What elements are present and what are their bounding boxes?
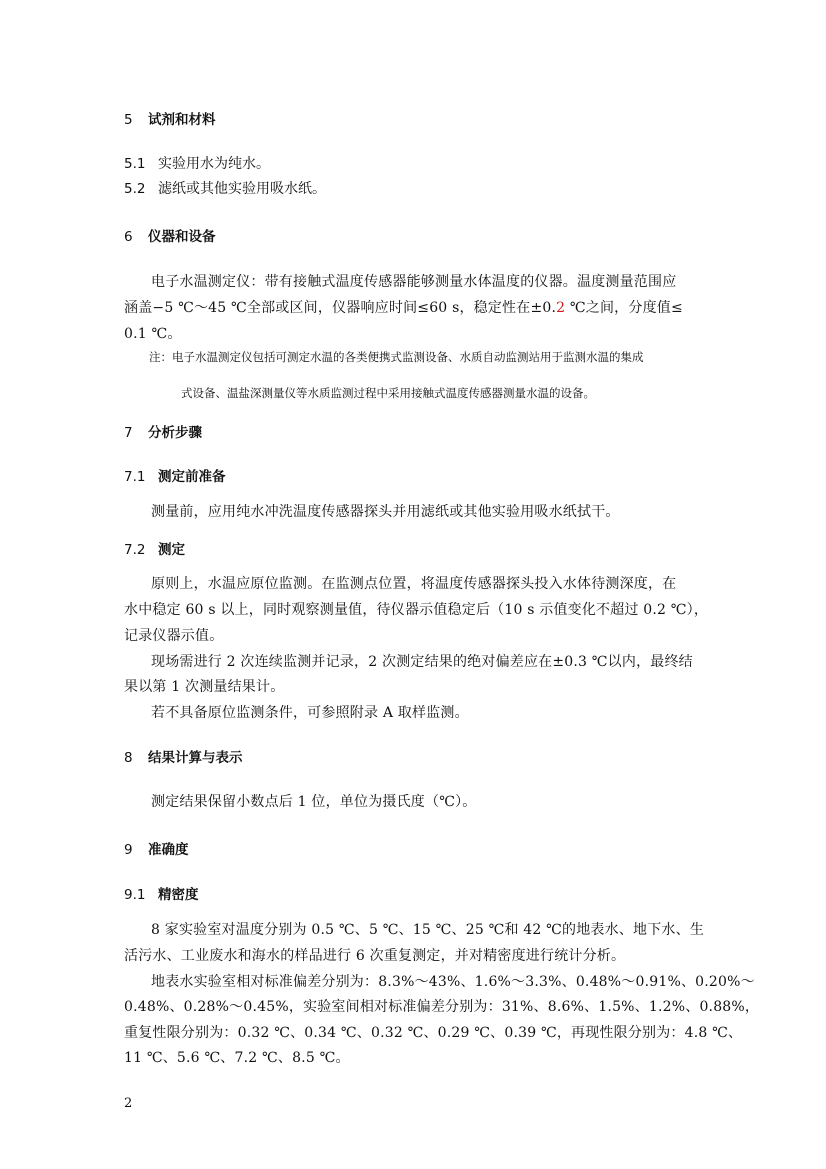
text-span: 涵盖−5 ℃～45 ℃全部或区间，仪器响应时间≤60 s，稳定性在±0.: [124, 300, 557, 316]
item-number: 5.2: [124, 181, 146, 197]
section-title: 准确度: [148, 842, 189, 858]
paragraph-line: 记录仪器示值。: [124, 628, 224, 644]
paragraph-line: 水中稳定 60 s 以上，同时观察测量值，待仪器示值稳定后（10 s 示值变化不超过 0.2 ℃），: [124, 602, 709, 618]
paragraph-line: 原则上，水温应原位监测。在监测点位置，将温度传感器探头投入水体待测深度，在: [151, 576, 677, 592]
text-span: ℃之间，分度值≤: [565, 300, 683, 316]
section-title: 试剂和材料: [148, 112, 216, 128]
section-title: 测定前准备: [158, 469, 226, 485]
section-number: 7.2: [124, 542, 146, 558]
paragraph-line: [124, 297, 683, 317]
subsection-heading-7-2: [124, 538, 185, 558]
section-number: 9: [124, 842, 133, 858]
paragraph-line: 若不具备原位监测条件，可参照附录 A 取样监测。: [151, 705, 469, 721]
paragraph-line: 测定结果保留小数点后 1 位，单位为摄氏度（℃）。: [151, 794, 477, 810]
paragraph-line: 0.1 ℃。: [124, 326, 182, 342]
item-text: 滤纸或其他实验用吸水纸。: [158, 181, 326, 197]
section-heading-6: [124, 225, 216, 245]
subsection-heading-9-1: [124, 883, 199, 903]
paragraph-line: 现场需进行 2 次连续监测并记录，2 次测定结果的绝对偏差应在±0.3 ℃以内，最终结: [151, 654, 693, 670]
paragraph-line: 8 家实验室对温度分别为 0.5 ℃、5 ℃、15 ℃、25 ℃和 42 ℃的地表水、地下水、生: [151, 922, 705, 938]
section-title: 分析步骤: [148, 425, 202, 441]
section-number: 7.1: [124, 469, 146, 485]
paragraph-line: 测量前，应用纯水冲洗温度传感器探头并用滤纸或其他实验用吸水纸拭干。: [151, 504, 620, 520]
paragraph-line: 电子水温测定仪：带有接触式温度传感器能够测量水体温度的仪器。温度测量范围应: [151, 274, 677, 290]
section-title: 仪器和设备: [148, 229, 216, 245]
paragraph-line: 重复性限分别为：0.32 ℃、0.34 ℃、0.32 ℃、0.29 ℃、0.39 ℃，再现性限分别为：4.8 ℃、: [124, 1025, 743, 1041]
section-heading-5: [124, 108, 216, 128]
paragraph-line: 活污水、工业废水和海水的样品进行 6 次重复测定，并对精密度进行统计分析。: [124, 948, 626, 964]
section-heading-8: [124, 746, 243, 766]
section-number: 7: [124, 425, 133, 441]
section-number: 9.1: [124, 887, 146, 903]
item-number: 5.1: [124, 156, 146, 172]
item-text: 实验用水为纯水。: [158, 156, 270, 172]
section-heading-9: [124, 838, 189, 858]
section-number: 6: [124, 229, 133, 245]
note-line: 注：电子水温测定仪包括可测定水温的各类便携式监测设备、水质自动监测站用于监测水温的集成: [149, 350, 644, 364]
section-title: 测定: [158, 542, 185, 558]
paragraph-line: 地表水实验室相对标准偏差分别为：8.3%～43%、1.6%～3.3%、0.48%～0.91%、0.20%～: [151, 974, 755, 990]
section-title: 精密度: [158, 887, 199, 903]
page-number: 2: [124, 1096, 133, 1111]
list-item-5-2: [124, 178, 326, 198]
paragraph-line: 0.48%、0.28%～0.45%，实验室间相对标准偏差分别为：31%、8.6%、1.5%、1.2%、0.88%，: [124, 999, 760, 1015]
section-heading-7: [124, 421, 202, 441]
list-item-5-1: [124, 153, 270, 173]
subsection-heading-7-1: [124, 465, 226, 485]
paragraph-line: 果以第 1 次测量结果计。: [124, 679, 285, 695]
section-title: 结果计算与表示: [148, 750, 243, 766]
note-line: 式设备、温盐深测量仪等水质监测过程中采用接触式温度传感器测量水温的设备。: [181, 385, 595, 400]
red-digit: 2: [556, 300, 566, 316]
section-number: 8: [124, 750, 133, 766]
section-number: 5: [124, 112, 133, 128]
paragraph-line: 11 ℃、5.6 ℃、7.2 ℃、8.5 ℃。: [124, 1050, 350, 1066]
